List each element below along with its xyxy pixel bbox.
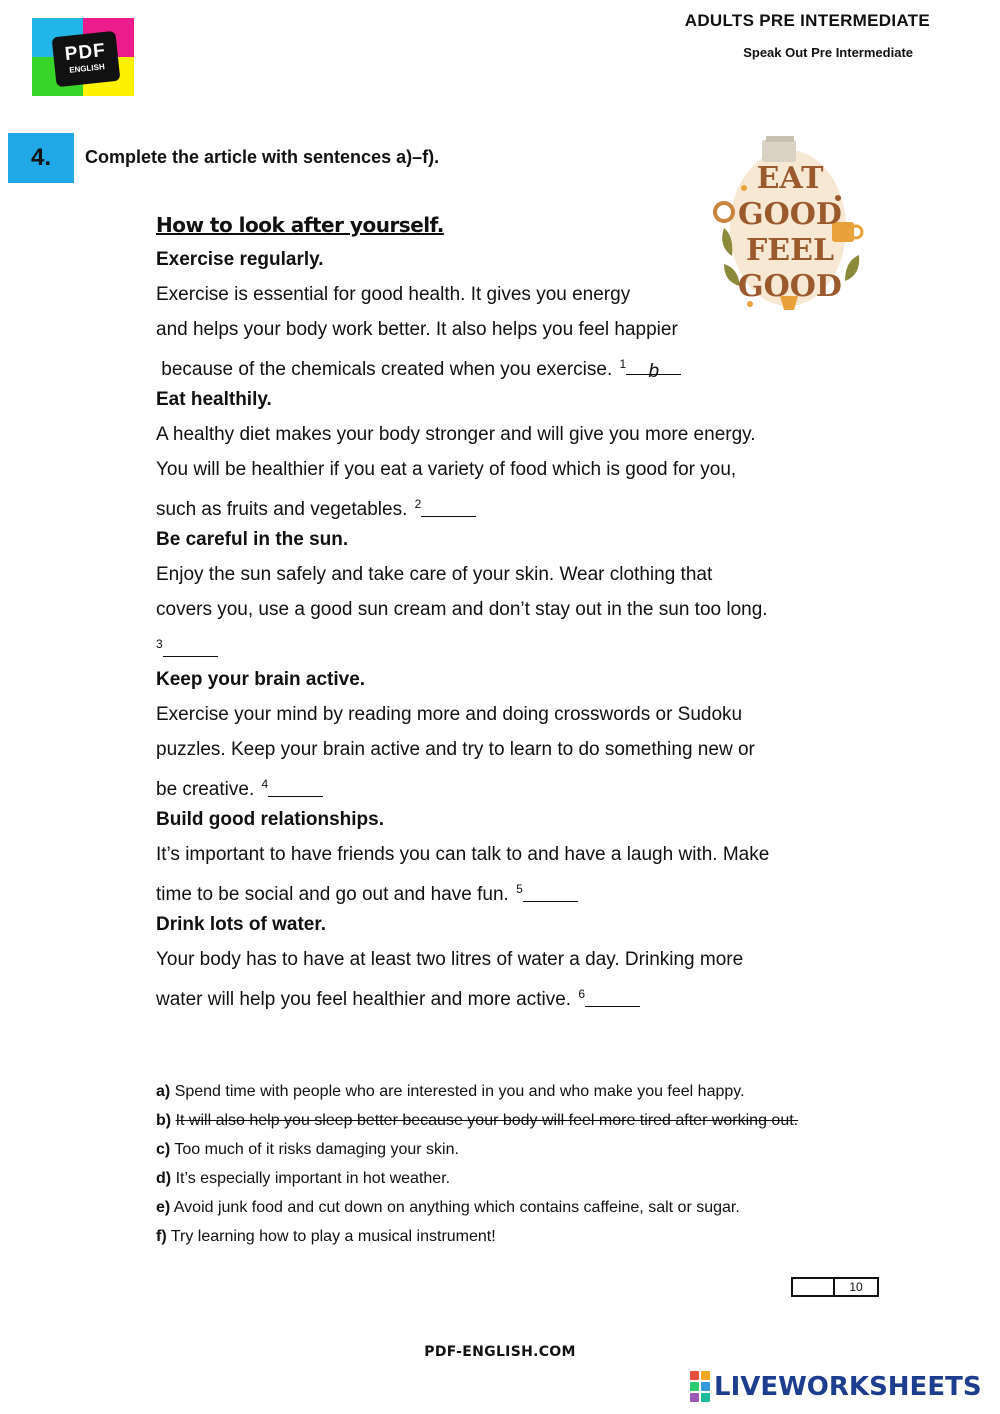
answer-gap-3[interactable]: [163, 636, 218, 657]
article-line: You will be healthier if you eat a variety of food which is good for you,: [156, 459, 737, 480]
section-heading: Eat healthily.: [156, 389, 272, 410]
exercise-instruction: Complete the article with sentences a)–f).: [85, 147, 440, 167]
article-line-text: be creative.: [156, 779, 255, 800]
option-a: [156, 1077, 798, 1106]
option-e: [156, 1193, 798, 1222]
article-line: Exercise is essential for good health. It gives you energy: [156, 284, 631, 305]
illustration-word-1: EAT: [756, 161, 824, 196]
gap-number: 2: [414, 497, 422, 511]
article-title: How to look after yourself.: [156, 213, 444, 237]
exercise-number: 4.: [8, 133, 74, 183]
article-line-with-gap: [156, 872, 836, 907]
option-letter: b): [156, 1112, 172, 1129]
option-text: Spend time with people who are interested in you and who make you feel happy.: [174, 1083, 745, 1100]
pdf-english-logo: [32, 18, 134, 96]
section-heading: Build good relationships.: [156, 809, 384, 830]
gap-number: 3: [156, 637, 163, 651]
article-line-with-gap: [156, 767, 836, 802]
sentence-options-list: [156, 1077, 798, 1251]
article-line: A healthy diet makes your body stronger and will give you more energy.: [156, 424, 756, 445]
article-line: Exercise your mind by reading more and doing crosswords or Sudoku: [156, 704, 743, 725]
article-line-with-gap: [156, 627, 836, 662]
option-f: [156, 1222, 798, 1251]
answer-gap-6[interactable]: [585, 986, 640, 1007]
article-line-text: because of the chemicals created when you exercise.: [156, 359, 613, 380]
option-text: Too much of it risks damaging your skin.: [174, 1141, 459, 1158]
option-text: It will also help you sleep better because your body will feel more tired after working out.: [175, 1112, 799, 1129]
article-line-with-gap: [156, 487, 836, 522]
option-letter: e): [156, 1199, 171, 1216]
option-letter: f): [156, 1228, 167, 1245]
option-text: Try learning how to play a musical instrument!: [170, 1228, 496, 1245]
article-line-text: water will help you feel healthier and more active.: [156, 989, 572, 1010]
article-line-with-gap: [156, 977, 836, 1012]
logo-text-sub: ENGLISH: [68, 62, 106, 75]
liveworksheets-icon: [690, 1371, 710, 1402]
article-line: It’s important to have friends you can talk to and have a laugh with. Make: [156, 844, 770, 865]
option-c: [156, 1135, 798, 1164]
score-box: [791, 1277, 879, 1297]
level-title: ADULTS PRE INTERMEDIATE: [684, 11, 930, 30]
illustration-word-2: GOOD: [738, 197, 842, 232]
section-heading: Be careful in the sun.: [156, 529, 349, 550]
illustration-word-4: GOOD: [738, 269, 842, 304]
article-line: puzzles. Keep your brain active and try to learn to do something new or: [156, 739, 755, 760]
gap-number: 4: [261, 777, 269, 791]
article-line: and helps your body work better. It also helps you feel happier: [156, 319, 678, 340]
article-line-text: such as fruits and vegetables.: [156, 499, 408, 520]
answer-gap-4[interactable]: [268, 776, 323, 797]
option-letter: c): [156, 1141, 171, 1158]
section-heading: Drink lots of water.: [156, 914, 326, 935]
article-line: Enjoy the sun safely and take care of your skin. Wear clothing that: [156, 564, 713, 585]
gap-number: 6: [578, 987, 586, 1001]
logo-text-main: PDF: [63, 39, 107, 66]
gap-number: 1: [619, 357, 627, 371]
option-text: Avoid junk food and cut down on anything which contains caffeine, salt or sugar.: [173, 1199, 740, 1216]
article-line: Your body has to have at least two litres of water a day. Drinking more: [156, 949, 744, 970]
answer-gap-1[interactable]: b: [626, 354, 681, 375]
course-subtitle: Speak Out Pre Intermediate: [743, 45, 913, 60]
option-letter: a): [156, 1083, 171, 1100]
footer-site-url: PDF-ENGLISH.COM: [424, 1344, 576, 1360]
section-heading: Exercise regularly.: [156, 249, 324, 270]
option-letter: d): [156, 1170, 172, 1187]
liveworksheets-logo: [690, 1371, 982, 1402]
section-heading: Keep your brain active.: [156, 669, 366, 690]
answer-gap-2[interactable]: [421, 496, 476, 517]
article-line: covers you, use a good sun cream and don’t stay out in the sun too long.: [156, 599, 768, 620]
liveworksheets-wordmark: LIVEWORKSHEETS: [714, 1371, 982, 1402]
article: [156, 210, 836, 1012]
score-value: [793, 1279, 835, 1295]
gap-number: 5: [516, 882, 523, 896]
score-max: 10: [849, 1280, 863, 1294]
option-text: It’s especially important in hot weather.: [175, 1170, 451, 1187]
option-b: [156, 1106, 798, 1135]
article-line-with-gap: [156, 347, 836, 382]
answer-gap-5[interactable]: [523, 881, 578, 902]
illustration-word-3: FEEL: [745, 233, 835, 268]
option-d: [156, 1164, 798, 1193]
article-line-text: time to be social and go out and have fun.: [156, 884, 509, 905]
